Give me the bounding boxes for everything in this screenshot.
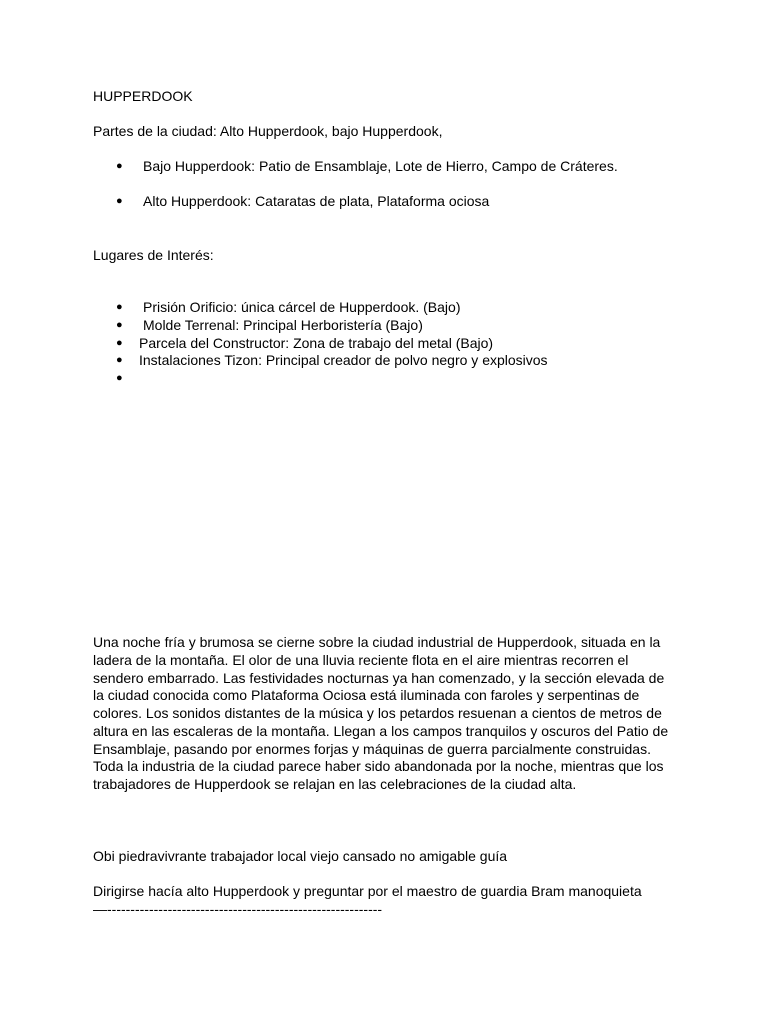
list-item-text: Instalaciones Tizon: Principal creador de polvo negro y explosivos [139, 352, 548, 368]
parts-intro: Partes de la ciudad: Alto Hupperdook, bajo Hupperdook, [93, 123, 443, 139]
list-item-text: Molde Terrenal: Principal Herboristería (Bajo) [143, 317, 423, 333]
bullet-icon: ● [116, 319, 123, 331]
bullet-icon: ● [116, 372, 123, 384]
list-item-text: Prisión Orificio: única cárcel de Hupperdook. (Bajo) [143, 299, 461, 315]
bullet-icon: ● [116, 354, 123, 366]
separator-line: —----------------------------------------------------------- [93, 901, 383, 917]
bullet-icon: ● [116, 337, 123, 349]
npc-note: Obi piedravivrante trabajador local viejo cansado no amigable guía [93, 848, 508, 864]
narrative-paragraph: Una noche fría y brumosa se cierne sobre la ciudad industrial de Hupperdook, situada en la ladera de la montaña. El olor de una lluvia reciente flota en el aire mientras recorren el sendero embarrado. Las festividades nocturnas ya han comenzado, y la sección elevada de la ciudad conocida como Plataforma Ociosa está iluminada con faroles y serpentinas de colores. Los sonidos distantes de la música y los petardos resuenan a cientos de metros de altura en las escaleras de la montaña. Llegan a los campos tranquilos y oscuros del Patio de Ensamblaje, pasando por enormes forjas y máquinas de guerra parcialmente construidas. Toda la industria de la ciudad parece haber sido abandonada por la noche, mientras que los trabajadores de Hupperdook se relajan en las celebraciones de la ciudad alta. [93, 634, 669, 792]
bullet-icon: ● [116, 301, 123, 313]
instruction-line: Dirigirse hacía alto Hupperdook y preguntar por el maestro de guardia Bram manoquieta [93, 883, 642, 899]
list-item-text: Alto Hupperdook: Cataratas de plata, Plataforma ociosa [143, 193, 490, 209]
bullet-icon: ● [116, 160, 123, 172]
bullet-icon: ● [116, 195, 123, 207]
list-item-text: Bajo Hupperdook: Patio de Ensamblaje, Lote de Hierro, Campo de Cráteres. [143, 158, 618, 174]
list-item-text: Parcela del Constructor: Zona de trabajo del metal (Bajo) [139, 335, 494, 351]
places-heading: Lugares de Interés: [93, 247, 214, 263]
document-title: HUPPERDOOK [93, 88, 193, 104]
